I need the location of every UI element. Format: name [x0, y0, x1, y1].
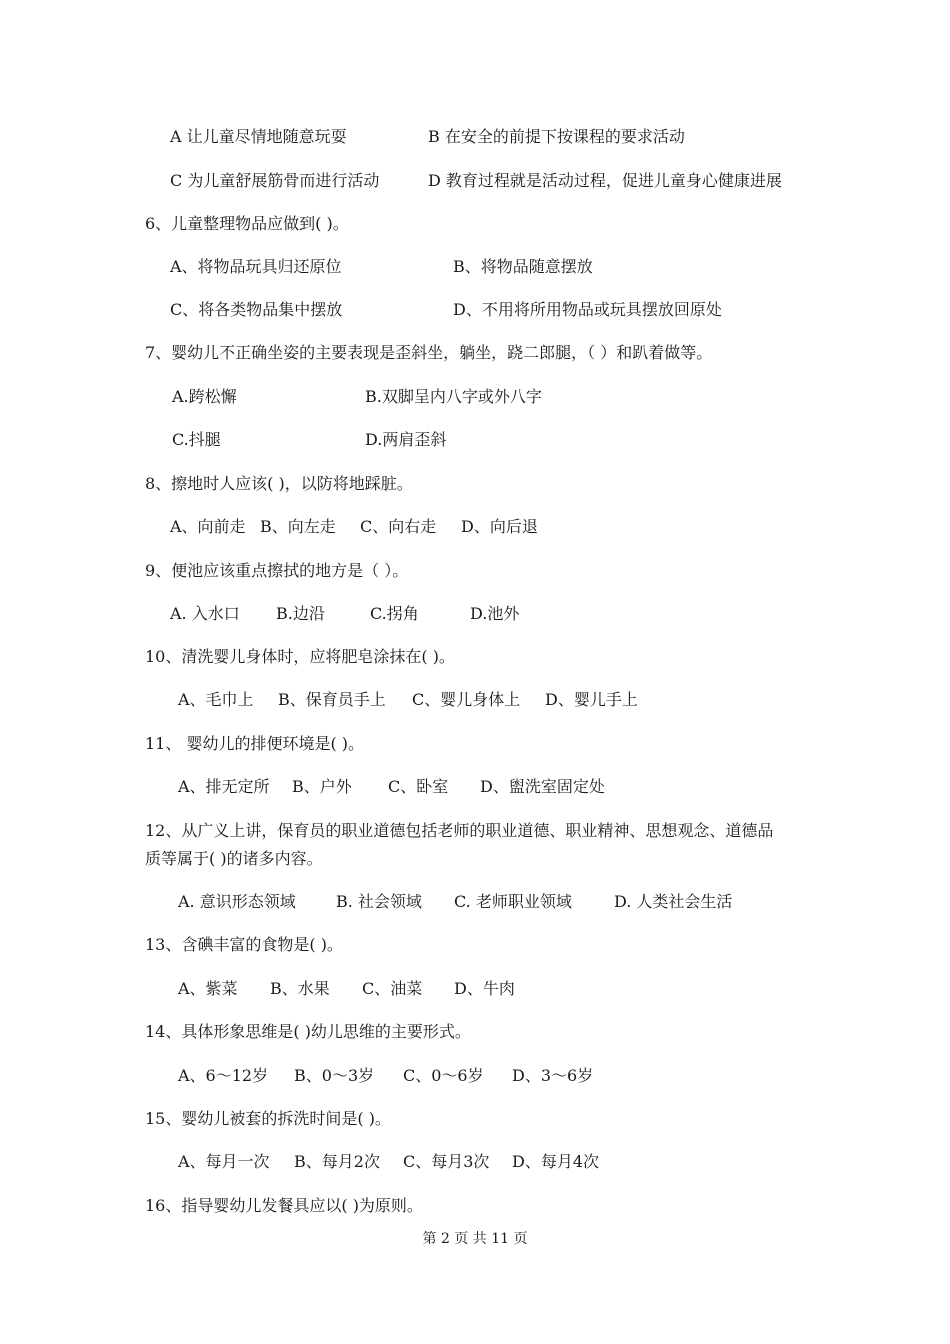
option-b: B、0～3岁: [294, 1066, 375, 1085]
option-a: A.跨松懈: [172, 387, 237, 406]
option-b: B、保育员手上: [278, 690, 386, 709]
option-b: B、将物品随意摆放: [453, 257, 593, 276]
option-d: D、牛肉: [454, 979, 515, 998]
option-b: B. 社会领域: [336, 892, 422, 911]
question-stem: 8、擦地时人应该( )，以防将地踩脏。: [145, 474, 413, 493]
option-a: A、将物品玩具归还原位: [170, 257, 342, 276]
option-a: A、排无定所: [178, 777, 270, 796]
question-stem: 15、婴幼儿被套的拆洗时间是( )。: [145, 1109, 391, 1128]
option-c: C、每月3次: [403, 1152, 490, 1171]
option-b: B、向左走: [260, 517, 336, 536]
option-c: C、婴儿身体上: [412, 690, 521, 709]
question-stem: 16、指导婴幼儿发餐具应以( )为原则。: [145, 1196, 423, 1215]
option-c: C. 老师职业领域: [454, 892, 572, 911]
option-d: D、3～6岁: [512, 1066, 594, 1085]
option-b: B 在安全的前提下按课程的要求活动: [428, 127, 685, 146]
option-b: B、户外: [292, 777, 352, 796]
option-c: C 为儿童舒展筋骨而进行活动: [170, 171, 380, 190]
option-b: B、水果: [270, 979, 330, 998]
question-stem: 6、儿童整理物品应做到( )。: [145, 214, 349, 233]
question-stem: 12、从广义上讲，保育员的职业道德包括老师的职业道德、职业精神、思想观念、道德品: [145, 821, 774, 840]
option-a: A、向前走: [170, 517, 246, 536]
option-b: B、每月2次: [294, 1152, 380, 1171]
option-b: B.双脚呈内八字或外八字: [365, 387, 542, 406]
option-c: C、油菜: [362, 979, 423, 998]
question-stem: 10、清洗婴儿身体时，应将肥皂涂抹在( )。: [145, 647, 455, 666]
option-d: D. 人类社会生活: [614, 892, 733, 911]
question-stem: 11、 婴幼儿的排便环境是( )。: [145, 734, 365, 753]
option-a: A、紫菜: [178, 979, 238, 998]
question-stem: 14、具体形象思维是( )幼儿思维的主要形式。: [145, 1022, 471, 1041]
option-a: A、每月一次: [178, 1152, 270, 1171]
question-stem: 7、婴幼儿不正确坐姿的主要表现是歪斜坐，躺坐，跷二郎腿，（ ）和趴着做等。: [145, 343, 713, 362]
option-c: C.抖腿: [172, 430, 221, 449]
option-c: C、将各类物品集中摆放: [170, 300, 343, 319]
option-d: D、每月4次: [512, 1152, 600, 1171]
option-c: C、卧室: [388, 777, 449, 796]
option-d: D、不用将所用物品或玩具摆放回原处: [453, 300, 722, 319]
option-c: C、向右走: [360, 517, 437, 536]
option-c: C.拐角: [370, 604, 419, 623]
option-a: A. 入水口: [170, 604, 240, 623]
option-d: D.池外: [470, 604, 520, 623]
option-d: D 教育过程就是活动过程，促进儿童身心健康进展: [428, 171, 782, 190]
option-a: A 让儿童尽情地随意玩耍: [170, 127, 347, 146]
option-c: C、0～6岁: [403, 1066, 484, 1085]
question-stem-continued: 质等属于( )的诸多内容。: [145, 849, 323, 868]
option-a: A. 意识形态领域: [178, 892, 296, 911]
question-stem: 9、便池应该重点擦拭的地方是（ ）。: [145, 561, 409, 580]
option-b: B.边沿: [276, 604, 325, 623]
page-number: 第 2 页 共 11 页: [422, 1231, 528, 1247]
option-d: D、婴儿手上: [545, 690, 638, 709]
option-a: A、毛巾上: [178, 690, 254, 709]
option-d: D、向后退: [461, 517, 538, 536]
question-stem: 13、含碘丰富的食物是( )。: [145, 935, 343, 954]
option-d: D、盥洗室固定处: [480, 777, 605, 796]
option-d: D.两肩歪斜: [365, 430, 447, 449]
option-a: A、6～12岁: [178, 1066, 269, 1085]
